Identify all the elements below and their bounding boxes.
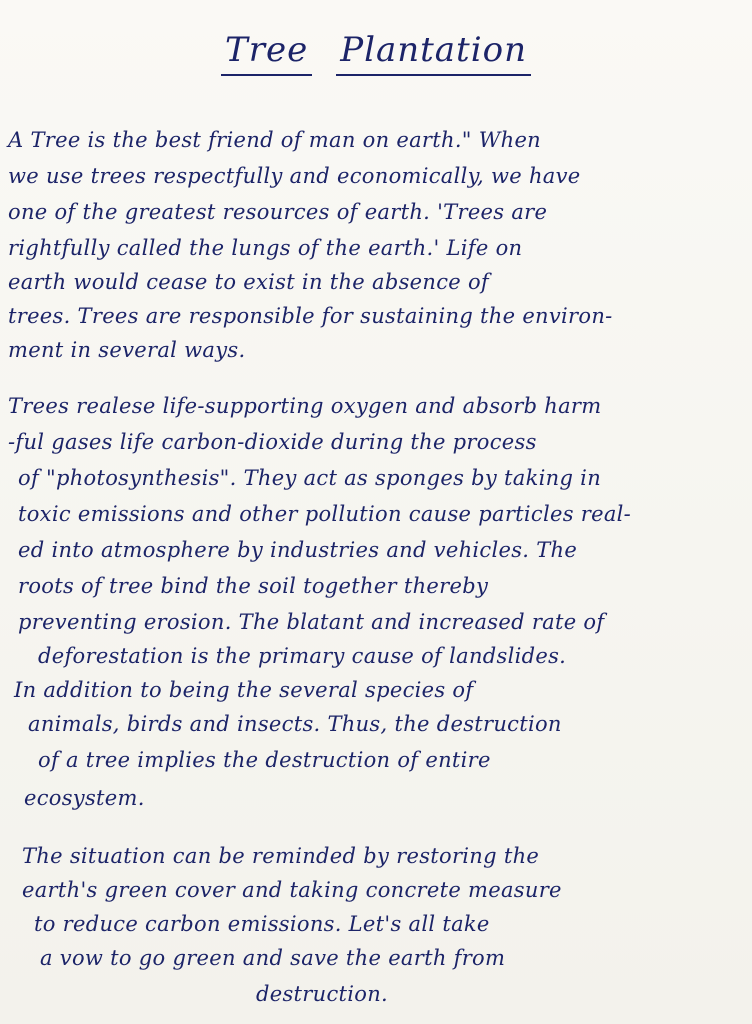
paragraph-2-line-12: ecosystem. <box>24 786 145 810</box>
paragraph-3-line-2: earth's green cover and taking concrete measure <box>22 878 562 902</box>
paragraph-2-line-11: of a tree implies the destruction of entire <box>38 748 491 772</box>
title-word-tree: Tree <box>221 28 312 76</box>
paragraph-3-line-4: a vow to go green and save the earth from <box>40 946 506 970</box>
paragraph-1-line-6: trees. Trees are responsible for sustaining the environ- <box>8 304 613 328</box>
paragraph-3-line-5: destruction. <box>256 982 389 1006</box>
paragraph-2-line-9: In addition to being the several species of <box>14 678 474 702</box>
paragraph-3-line-3: to reduce carbon emissions. Let's all take <box>34 912 490 936</box>
paragraph-1-line-3: one of the greatest resources of earth. 'Trees are <box>8 200 548 224</box>
paragraph-1-line-7: ment in several ways. <box>8 338 246 362</box>
paragraph-2-line-7: preventing erosion. The blatant and increased rate of <box>18 610 605 634</box>
paragraph-1-line-1: A Tree is the best friend of man on earth." When <box>8 128 542 152</box>
paragraph-1-line-5: earth would cease to exist in the absence of <box>8 270 489 294</box>
paragraph-2-line-1: Trees realese life-supporting oxygen and absorb harm <box>8 394 602 418</box>
paragraph-2-line-2: -ful gases life carbon-dioxide during the process <box>8 430 537 454</box>
paragraph-3-line-1: The situation can be reminded by restoring the <box>22 844 540 868</box>
paragraph-2-line-5: ed into atmosphere by industries and vehicles. The <box>18 538 578 562</box>
paragraph-2-line-4: toxic emissions and other pollution cause particles real- <box>18 502 632 526</box>
paragraph-2-line-6: roots of tree bind the soil together thereby <box>18 574 489 598</box>
paragraph-1-line-2: we use trees respectfully and economically, we have <box>8 164 581 188</box>
paragraph-2-line-3: of "photosynthesis". They act as sponges by taking in <box>18 466 602 490</box>
title-word-plantation: Plantation <box>336 28 531 76</box>
paragraph-1-line-4: rightfully called the lungs of the earth.' Life on <box>8 236 523 260</box>
paragraph-2-line-8: deforestation is the primary cause of landslides. <box>38 644 567 668</box>
paragraph-2-line-10: animals, birds and insects. Thus, the destruction <box>28 712 562 736</box>
